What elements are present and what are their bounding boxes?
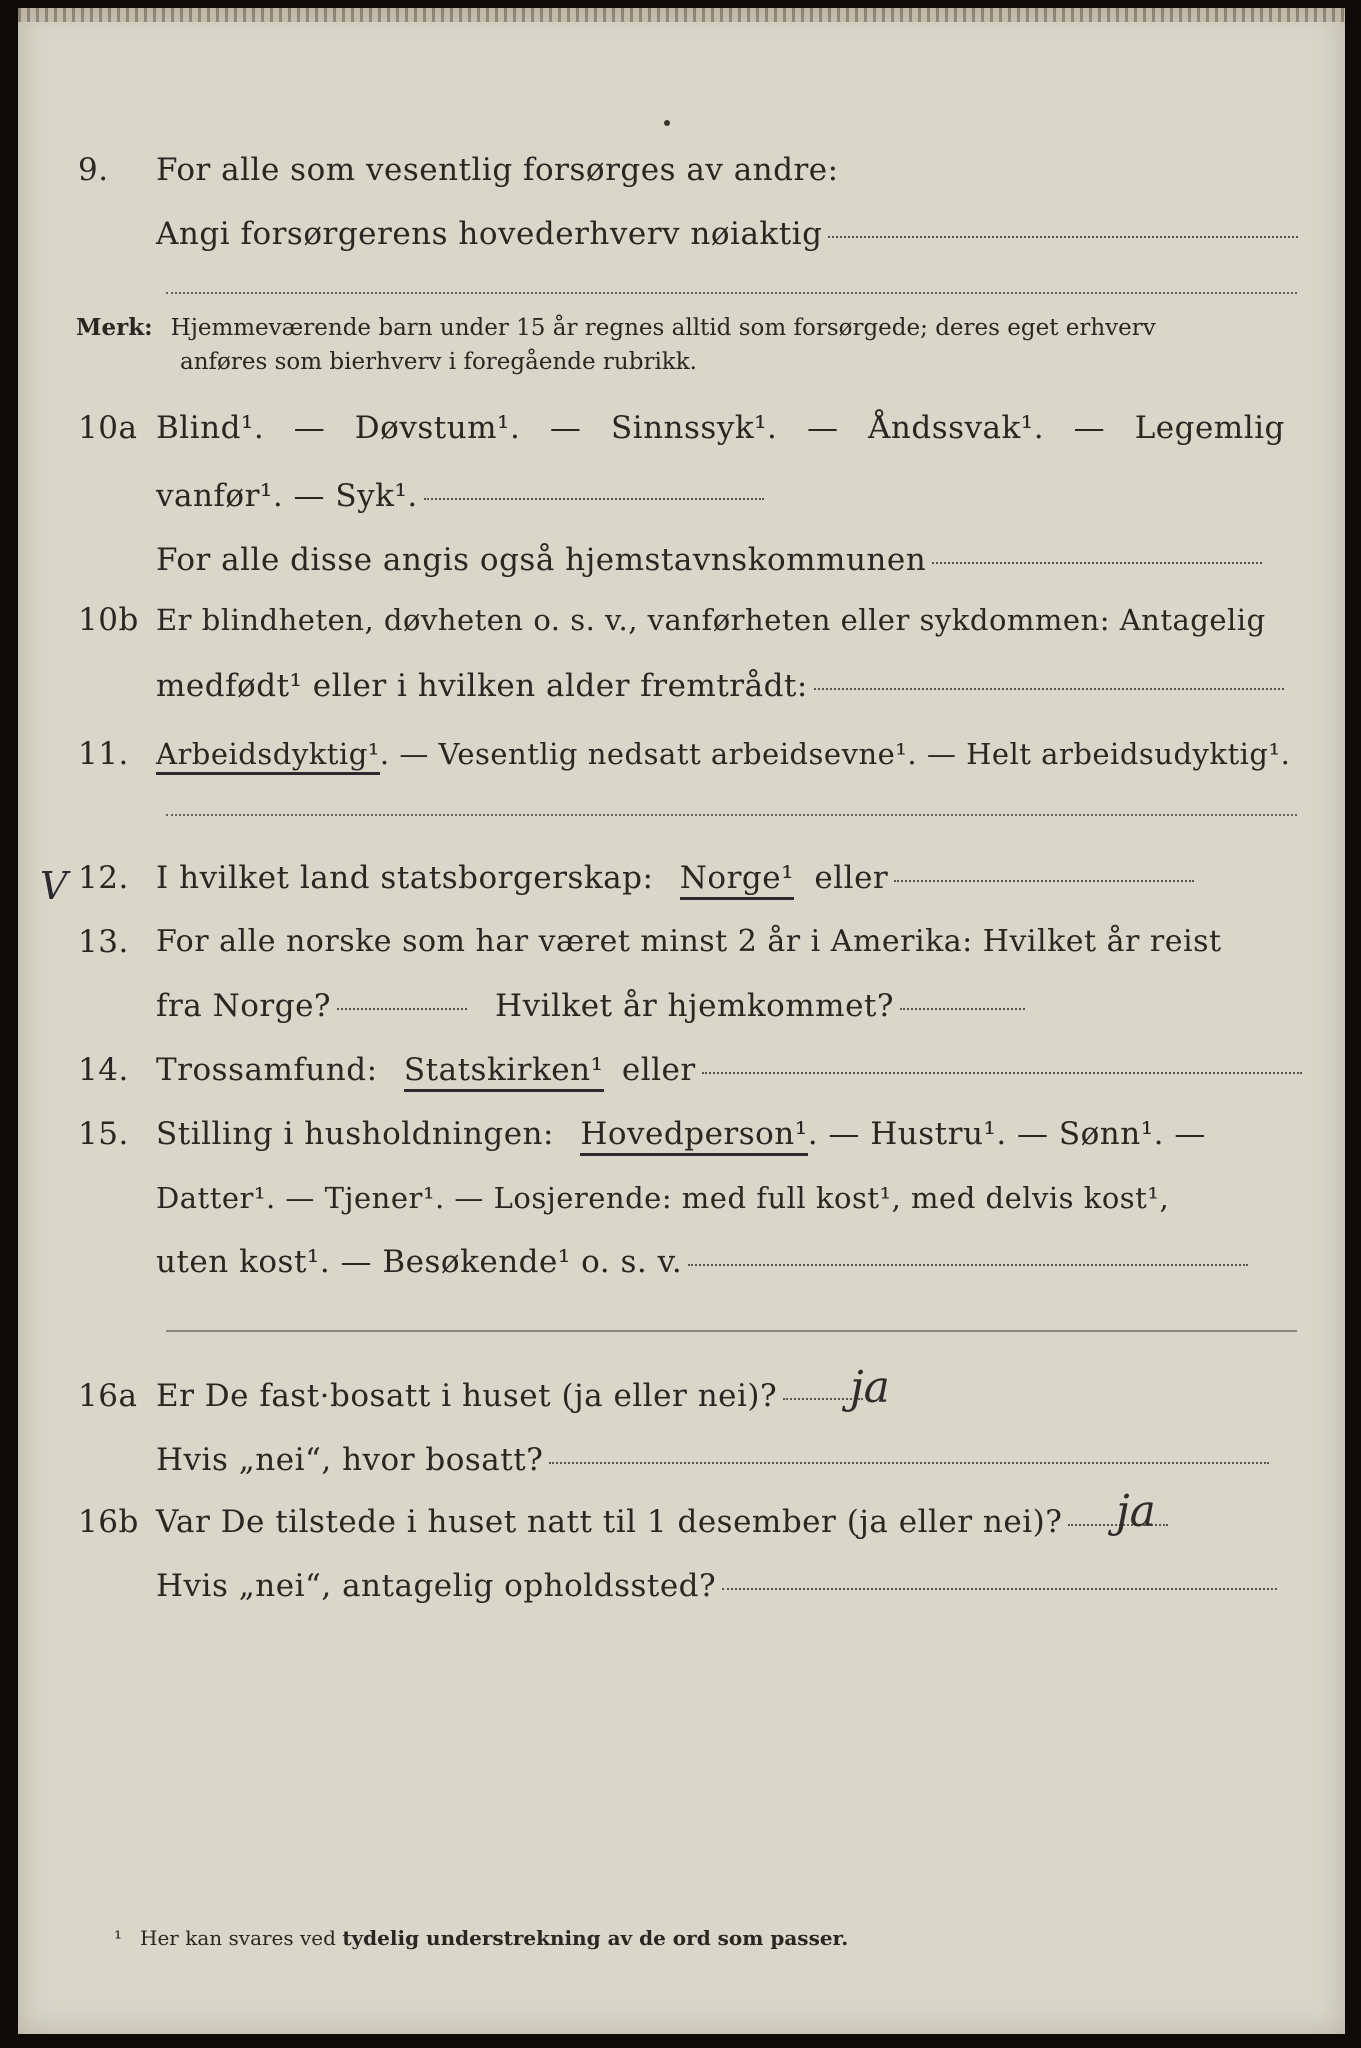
question-text: uten kost¹. — Besøkende¹ o. s. v. bbox=[156, 1244, 683, 1280]
option-andssvak[interactable]: Åndssvak¹. bbox=[868, 410, 1045, 446]
footnote-text-bold: tydelig understrekning av de ord som passer. bbox=[342, 1926, 849, 1950]
handwritten-answer[interactable]: ja bbox=[1116, 1486, 1156, 1537]
item-number: 9. bbox=[78, 152, 109, 188]
note-merk-line2: anføres som bierhverv i foregående rubrikk. bbox=[180, 349, 697, 375]
option-arbeidsdyktig-underlined[interactable]: Arbeidsdyktig¹ bbox=[156, 737, 380, 775]
question-text: I hvilket land statsborgerskap: bbox=[156, 860, 654, 896]
question-15 bbox=[18, 1110, 1345, 1158]
question-text: fra Norge? bbox=[156, 988, 332, 1024]
question-10b bbox=[18, 596, 1345, 644]
question-9 bbox=[18, 146, 1345, 194]
item-number: 10b bbox=[78, 602, 139, 638]
form-page bbox=[18, 8, 1345, 2034]
footnote-mark: ¹ bbox=[114, 1926, 123, 1950]
question-12 bbox=[18, 854, 1345, 902]
question-text: . — Vesentlig nedsatt arbeidsevne¹. — Helt arbeidsudyktig¹. bbox=[379, 737, 1291, 771]
question-text: Hvis „nei“, hvor bosatt? bbox=[156, 1442, 544, 1478]
option-sinnssyk[interactable]: Sinnssyk¹. bbox=[610, 410, 778, 446]
question-text: Trossamfund: bbox=[156, 1052, 378, 1088]
answer-line[interactable] bbox=[900, 1006, 1025, 1010]
question-text: Hvilket år hjemkommet? bbox=[495, 988, 895, 1024]
answer-line[interactable] bbox=[337, 1006, 467, 1010]
item-number: 15. bbox=[78, 1116, 129, 1152]
answer-line[interactable] bbox=[166, 814, 1297, 816]
question-10a bbox=[18, 404, 1345, 452]
question-text: eller bbox=[814, 860, 889, 896]
question-15-line2 bbox=[18, 1174, 1345, 1222]
answer-line[interactable] bbox=[828, 234, 1298, 238]
dash: — bbox=[549, 410, 582, 446]
question-16a bbox=[18, 1372, 1345, 1420]
note-merk bbox=[76, 311, 1156, 345]
option-blind[interactable]: Blind¹. bbox=[156, 410, 265, 446]
answer-line[interactable] bbox=[688, 1262, 1248, 1266]
question-text bbox=[156, 404, 1285, 452]
note-text: Hjemmeværende barn under 15 år regnes alltid som forsørgede; deres eget erhverv bbox=[170, 315, 1156, 341]
question-10a-line2 bbox=[18, 472, 1345, 520]
question-text: Hvis „nei“, antagelig opholdssted? bbox=[156, 1568, 717, 1604]
question-10b-line2 bbox=[18, 662, 1345, 710]
question-10a-line3 bbox=[18, 536, 1345, 584]
note-label: Merk: bbox=[76, 314, 153, 341]
dash: — bbox=[806, 410, 839, 446]
item-number: 16b bbox=[78, 1504, 139, 1540]
item-number: 14. bbox=[78, 1052, 129, 1088]
item-number: 13. bbox=[78, 924, 129, 960]
option-dovstum[interactable]: Døvstum¹. bbox=[354, 410, 521, 446]
question-13 bbox=[18, 918, 1345, 966]
question-text: For alle som vesentlig forsørges av andre: bbox=[156, 152, 839, 188]
question-text: Datter¹. — Tjener¹. — Losjerende: med full kost¹, med delvis kost¹, bbox=[156, 1181, 1170, 1215]
option-norge-underlined[interactable]: Norge¹ bbox=[680, 860, 794, 900]
dash: — bbox=[293, 410, 326, 446]
answer-line[interactable] bbox=[894, 878, 1194, 882]
question-text: Er De fast·bosatt i huset (ja eller nei)? bbox=[156, 1378, 778, 1414]
question-text[interactable]: vanfør¹. — Syk¹. bbox=[156, 478, 418, 514]
answer-line[interactable] bbox=[702, 1070, 1302, 1074]
answer-line[interactable] bbox=[814, 686, 1284, 690]
question-text: Stilling i husholdningen: bbox=[156, 1116, 554, 1152]
question-text: Var De tilstede i huset natt til 1 desember (ja eller nei)? bbox=[156, 1504, 1063, 1540]
item-number: 10a bbox=[78, 410, 138, 446]
question-13-line2 bbox=[18, 982, 1345, 1030]
question-15-line3 bbox=[18, 1238, 1345, 1286]
option-hovedperson-underlined[interactable]: Hovedperson¹ bbox=[580, 1116, 807, 1156]
question-text: For alle disse angis også hjemstavnskommunen bbox=[156, 542, 927, 578]
option-legemlig[interactable]: Legemlig bbox=[1134, 410, 1285, 446]
question-text: For alle norske som har været minst 2 år i Amerika: Hvilket år reist bbox=[156, 924, 1222, 959]
answer-line[interactable] bbox=[549, 1460, 1269, 1464]
question-text: Angi forsørgerens hovederhverv nøiaktig bbox=[156, 216, 823, 252]
question-9-line2 bbox=[18, 210, 1345, 258]
item-number: 11. bbox=[78, 736, 129, 772]
question-text: . — Hustru¹. — Sønn¹. — bbox=[807, 1116, 1206, 1152]
ink-speck bbox=[664, 120, 670, 126]
option-statskirken-underlined[interactable]: Statskirken¹ bbox=[404, 1052, 604, 1092]
item-number: 12. bbox=[78, 860, 129, 896]
answer-line[interactable] bbox=[166, 292, 1297, 294]
item-number: 16a bbox=[78, 1378, 138, 1414]
answer-line[interactable] bbox=[722, 1586, 1277, 1590]
question-16a-line2 bbox=[18, 1436, 1345, 1484]
question-text: Er blindheten, døvheten o. s. v., vanførheten eller sykdommen: Antagelig bbox=[156, 603, 1266, 637]
question-14 bbox=[18, 1046, 1345, 1094]
footnote-text: Her kan svares ved bbox=[140, 1926, 336, 1950]
answer-line[interactable] bbox=[166, 1330, 1297, 1332]
question-text: eller bbox=[621, 1052, 696, 1088]
dash: — bbox=[1073, 410, 1106, 446]
question-text: medfødt¹ eller i hvilken alder fremtrådt: bbox=[156, 668, 808, 704]
answer-line[interactable] bbox=[424, 496, 764, 500]
check-mark: V bbox=[40, 864, 68, 908]
footnote bbox=[114, 1926, 848, 1950]
question-11 bbox=[18, 730, 1345, 778]
handwritten-answer[interactable]: ja bbox=[850, 1362, 890, 1413]
answer-line[interactable] bbox=[932, 560, 1262, 564]
question-16b-line2 bbox=[18, 1562, 1345, 1610]
